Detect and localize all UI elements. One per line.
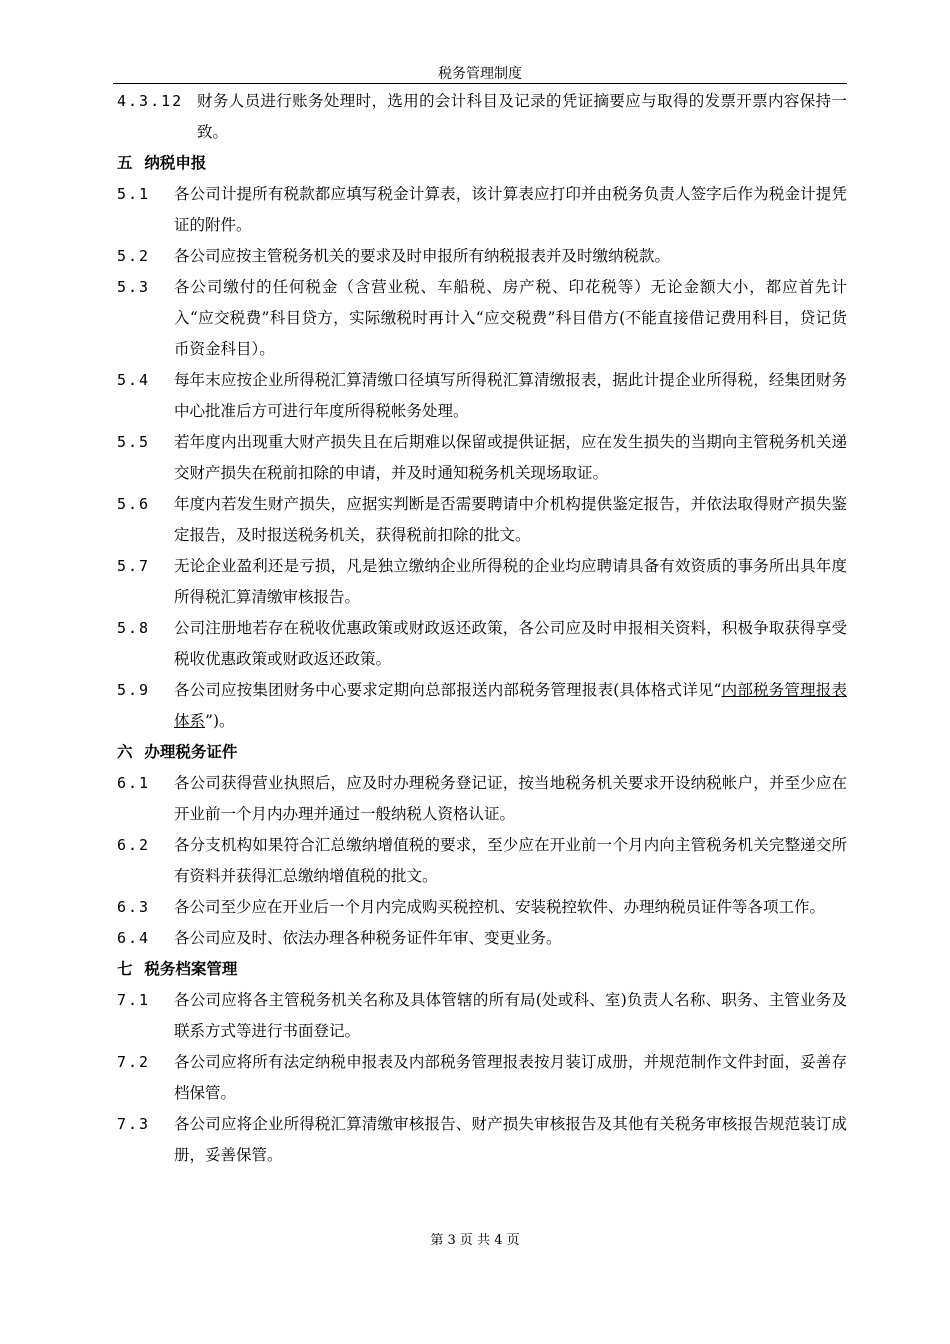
clause-text: 年度内若发生财产损失，应据实判断是否需要聘请中介机构提供鉴定报告，并依法取得财产损失鉴定报告，及时报送税务机关，获得税前扣除的批文。: [174, 495, 847, 544]
clause-text: 无论企业盈利还是亏损，凡是独立缴纳企业所得税的企业均应聘请具备有效资质的事务所出具年度所得税汇算清缴审核报告。: [174, 557, 847, 606]
clause-6-3: [117, 892, 847, 923]
clause-number: 6.2: [117, 836, 151, 854]
clause-5-6: [117, 489, 847, 551]
clause-text: 各公司应将所有法定纳税申报表及内部税务管理报表按月装订成册，并规范制作文件封面，妥善存档保管。: [174, 1053, 847, 1102]
page-footer: 第 3 页 共 4 页: [430, 1233, 520, 1248]
clause-7-3: [117, 1109, 847, 1171]
clause-number: 5.8: [117, 619, 151, 637]
clause-7-1: [117, 985, 847, 1047]
clause-number: 5.6: [117, 495, 151, 513]
clause-6-1: [117, 768, 847, 830]
clause-number: 5.2: [117, 247, 151, 265]
clause-text-after: ”)。: [205, 712, 235, 730]
clause-number: 6.3: [117, 898, 151, 916]
clause-5-4: [117, 365, 847, 427]
clause-text: 若年度内出现重大财产损失且在后期难以保留或提供证据，应在发生损失的当期向主管税务机关递交财产损失在税前扣除的申请，并及时通知税务机关现场取证。: [174, 433, 847, 482]
clause-6-2: [117, 830, 847, 892]
clause-text: 各公司应将各主管税务机关名称及具体管辖的所有局(处或科、室)负责人名称、职务、主管业务及联系方式等进行书面登记。: [174, 991, 847, 1040]
clause-text: 各公司应将企业所得税汇算清缴审核报告、财产损失审核报告及其他有关税务审核报告规范装订成册，妥善保管。: [174, 1115, 847, 1164]
clause-5-9: [117, 675, 847, 737]
clause-number: 7.3: [117, 1115, 151, 1133]
clause-text: 财务人员进行账务处理时，选用的会计科目及记录的凭证摘要应与取得的发票开票内容保持一致。: [197, 92, 847, 141]
clause-number: 6.1: [117, 774, 151, 792]
clause-5-7: [117, 551, 847, 613]
clause-number: 7.2: [117, 1053, 151, 1071]
clause-text: 公司注册地若存在税收优惠政策或财政返还政策，各公司应及时申报相关资料，积极争取获得享受税收优惠政策或财政返还政策。: [174, 619, 847, 668]
section-number: 六: [117, 743, 133, 761]
clause-5-3: [117, 272, 847, 365]
document-body: [117, 86, 847, 1171]
clause-6-4: [117, 923, 847, 954]
clause-7-2: [117, 1047, 847, 1109]
clause-number: 5.5: [117, 433, 151, 451]
clause-number: 5.1: [117, 185, 151, 203]
clause-text: 每年末应按企业所得税汇算清缴口径填写所得税汇算清缴报表，据此计提企业所得税，经集团财务中心批准后方可进行年度所得税帐务处理。: [174, 371, 847, 420]
page-header: 税务管理制度: [438, 66, 522, 82]
clause-text: 各公司计提所有税款都应填写税金计算表，该计算表应打印并由税务负责人签字后作为税金计提凭证的附件。: [174, 185, 847, 234]
report-system-link[interactable]: 内部税务管理报表体系: [174, 681, 847, 730]
clause-text: 各公司应及时、依法办理各种税务证件年审、变更业务。: [174, 929, 562, 947]
section-title: 纳税申报: [144, 154, 207, 172]
clause-text: 各公司获得营业执照后，应及时办理税务登记证，按当地税务机关要求开设纳税帐户，并至少应在开业前一个月内办理并通过一般纳税人资格认证。: [174, 774, 847, 823]
section-title: 税务档案管理: [144, 960, 238, 978]
section-heading-7: [117, 954, 847, 985]
clause-number: 5.4: [117, 371, 151, 389]
section-heading-5: [117, 148, 847, 179]
clause-5-2: [117, 241, 847, 272]
clause-4-3-12: [117, 86, 847, 148]
section-heading-6: [117, 737, 847, 768]
clause-text: 各公司缴付的任何税金（含营业税、车船税、房产税、印花税等）无论金额大小，都应首先计入“应交税费”科目贷方，实际缴税时再计入“应交税费”科目借方(不能直接借记费用科目，贷记货币资金科目）。: [174, 278, 847, 358]
clause-text: 各分支机构如果符合汇总缴纳增值税的要求，至少应在开业前一个月内向主管税务机关完整递交所有资料并获得汇总缴纳增值税的批文。: [174, 836, 847, 885]
section-number: 五: [117, 154, 133, 172]
clause-number: 5.9: [117, 681, 151, 699]
clause-5-8: [117, 613, 847, 675]
clause-number: 4.3.12: [117, 92, 184, 110]
clause-number: 6.4: [117, 929, 151, 947]
clause-5-1: [117, 179, 847, 241]
clause-text: 各公司应按主管税务机关的要求及时申报所有纳税报表并及时缴纳税款。: [174, 247, 671, 265]
header-divider: [113, 83, 847, 84]
section-number: 七: [117, 960, 133, 978]
clause-5-5: [117, 427, 847, 489]
clause-number: 5.3: [117, 278, 151, 296]
clause-text: 各公司至少应在开业后一个月内完成购买税控机、安装税控软件、办理纳税员证件等各项工作。: [174, 898, 826, 916]
clause-number: 7.1: [117, 991, 151, 1009]
clause-text-before: 各公司应按集团财务中心要求定期向总部报送内部税务管理报表(具体格式详见“: [174, 681, 722, 699]
clause-number: 5.7: [117, 557, 151, 575]
section-title: 办理税务证件: [144, 743, 238, 761]
